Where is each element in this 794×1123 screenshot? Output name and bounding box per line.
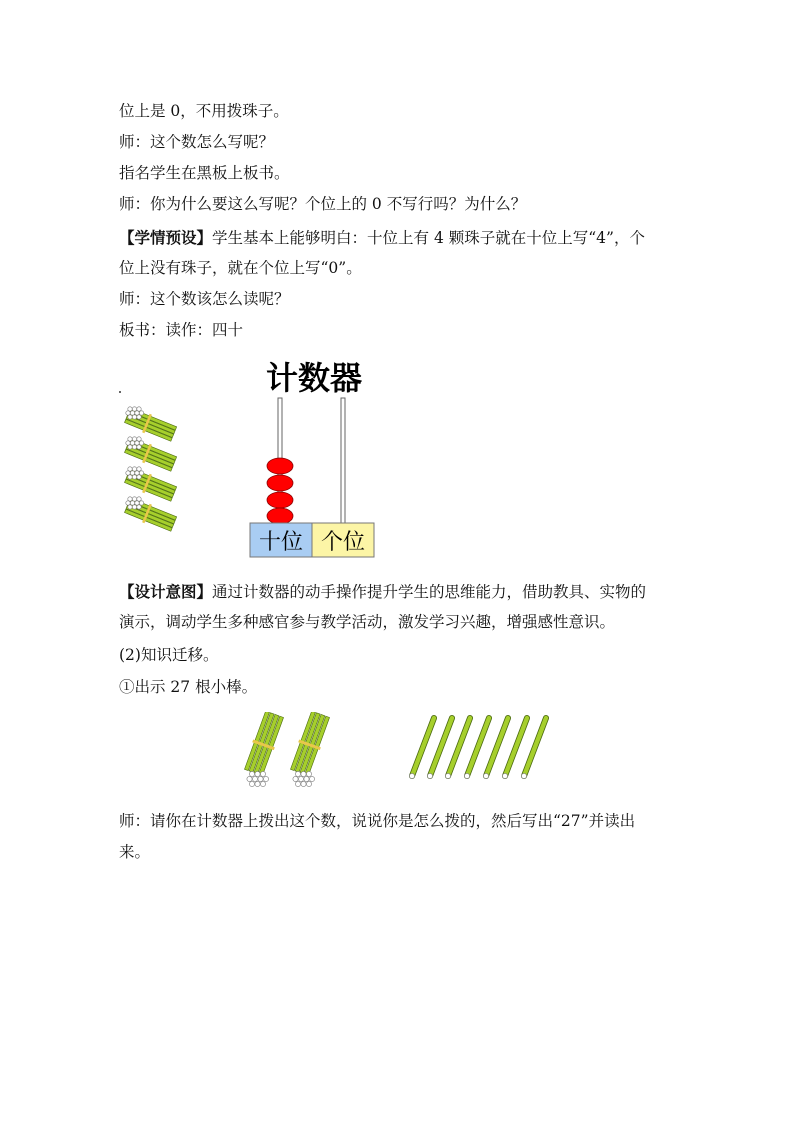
bead [267,475,293,491]
abacus-figure [120,355,380,560]
stick-bundle [289,712,332,787]
text-span: 学生基本上能够明白：十位上有 4 颗珠子就在十位上写“4”，个 [212,229,645,247]
text-span: 通过计数器的动手操作提升学生的思维能力，借助教具、实物的 [212,583,647,601]
abacus-title: 计数器 [265,359,363,397]
bead [267,492,293,508]
section-tag: 【设计意图】 [119,582,213,601]
ones-rod [341,398,345,523]
text-line: 板书：读作：四十 [119,321,244,339]
text-line: 师：这个数怎么写呢？ [119,133,275,151]
text-line: 位上没有珠子，就在个位上写“0”。 [119,259,362,277]
text-line: 演示，调动学生多种感官参与教学活动，激发学习兴趣，增强感性意识。 [119,613,616,631]
text-line: (2)知识迁移。 [119,646,219,664]
text-line: 师：你为什么要这么写呢？个位上的 0 不写行吗？为什么？ [119,195,527,213]
text-line: 师：请你在计数器上拨出这个数，说说你是怎么拨的，然后写出“27”并读出 [119,812,636,830]
stick-bundle [243,712,286,787]
bead [267,508,293,524]
bead [267,458,293,474]
ones-label: 个位 [320,530,366,555]
sticks-figure [240,712,560,792]
text-line: ①出示 27 根小棒。 [119,678,258,696]
text-line [119,576,679,608]
stick-bundle [124,496,178,533]
text-line [119,222,679,254]
tens-label: 十位 [258,530,304,555]
text-line: 师：这个数该怎么读呢？ [119,290,290,308]
text-line: 位上是 0，不用拨珠子。 [119,102,289,120]
section-tag: 【学情预设】 [119,228,213,247]
text-line: 指名学生在黑板上板书。 [119,164,290,182]
text-line: 来。 [119,843,151,861]
